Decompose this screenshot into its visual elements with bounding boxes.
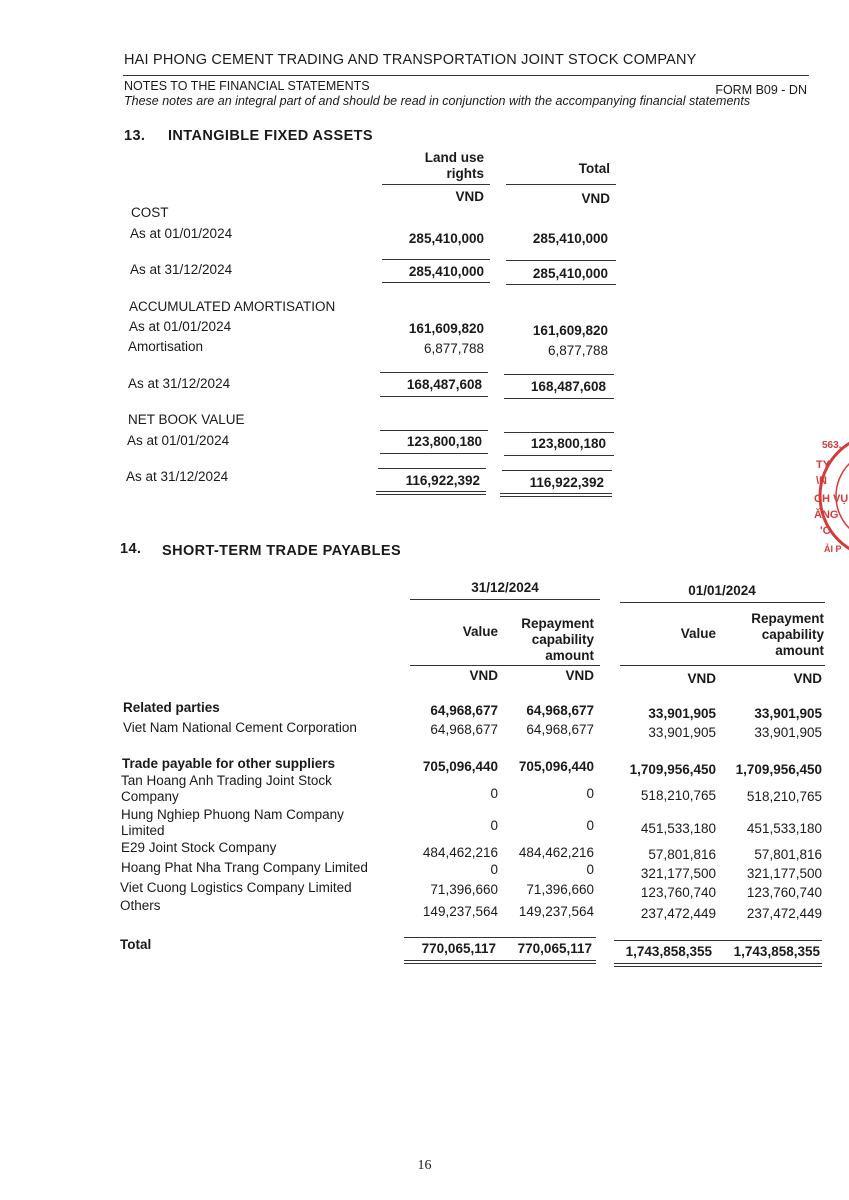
row-value: 71,396,660 (526, 882, 594, 897)
rule (502, 470, 612, 471)
svg-text:\N: \N (816, 475, 827, 487)
notes-title: NOTES TO THE FINANCIAL STATEMENTS (124, 79, 370, 93)
nbv-close-v1: 116,922,392 (405, 473, 480, 488)
row-value: 1,709,956,450 (735, 762, 822, 777)
row-label: Viet Nam National Cement Corporation (123, 720, 357, 735)
rule (382, 259, 490, 260)
row-value: 321,177,500 (746, 866, 822, 881)
rule (504, 374, 614, 375)
integral-note: These notes are an integral part of and should be read in conjunction with the accompanying financial statements (124, 94, 751, 108)
period-31-12-2024: 31/12/2024 (471, 580, 539, 595)
col-repayment-2024: Repayment capability amount (521, 616, 594, 663)
svg-text:563,: 563, (822, 440, 842, 451)
row-value: 0 (490, 862, 498, 877)
rule (614, 940, 822, 941)
rule (378, 468, 486, 469)
double-rule (404, 960, 596, 964)
nbv-open-label: As at 01/01/2024 (127, 433, 230, 448)
row-label: E29 Joint Stock Company (121, 840, 277, 855)
row-value: 64,968,677 (526, 703, 594, 718)
row-value: 123,760,740 (640, 885, 716, 900)
rule (506, 284, 616, 285)
cost-open-label: As at 01/01/2024 (130, 226, 233, 241)
section-14-number: 14. (120, 541, 142, 557)
row-value: 484,462,216 (518, 845, 594, 860)
section-13-title: INTANGIBLE FIXED ASSETS (168, 128, 373, 144)
row-value: 321,177,500 (640, 866, 716, 881)
row-value: 149,237,564 (422, 904, 498, 919)
company-seal-stamp (812, 426, 849, 566)
svg-text:CH VỤ: CH VỤ (814, 493, 849, 505)
row-value: 518,210,765 (640, 788, 716, 803)
row-value: 149,237,564 (518, 904, 594, 919)
rule (620, 665, 825, 666)
row-value: 705,096,440 (518, 759, 594, 774)
total-value: 770,065,117 (517, 941, 592, 956)
cost-close-label: As at 31/12/2024 (130, 262, 233, 277)
rule (620, 602, 825, 603)
row-value: 33,901,905 (648, 725, 716, 740)
rule (506, 184, 616, 185)
total-label: Total (120, 937, 152, 952)
unit-vnd: VND (469, 668, 498, 683)
unit-vnd: VND (687, 671, 716, 686)
rule (382, 282, 490, 283)
total-value: 1,743,858,355 (733, 944, 820, 959)
row-value: 0 (586, 786, 594, 801)
rule (504, 455, 614, 456)
double-rule (500, 493, 612, 497)
amort-charge-v1: 6,877,788 (423, 341, 484, 356)
svg-text:ẢI P: ẢI P (824, 544, 842, 554)
cost-heading: COST (131, 205, 169, 220)
nbv-close-v2: 116,922,392 (529, 475, 604, 490)
rule (380, 430, 488, 431)
row-label: Related parties (123, 700, 220, 715)
svg-text:ĂNG: ĂNG (814, 509, 839, 521)
cost-open-v1: 285,410,000 (408, 231, 484, 246)
nbv-open-v1: 123,800,180 (406, 434, 482, 449)
header-rule (123, 75, 809, 76)
svg-text:TY: TY (816, 459, 831, 471)
page-number: 16 (417, 1158, 432, 1173)
rule (410, 599, 600, 600)
row-value: 33,901,905 (754, 706, 822, 721)
rule (504, 432, 614, 433)
amort-close-v1: 168,487,608 (406, 377, 482, 392)
unit-vnd: VND (581, 191, 610, 206)
amort-open-v2: 161,609,820 (532, 323, 608, 338)
col-total: Total (578, 161, 610, 176)
amort-charge-label: Amortisation (128, 339, 204, 354)
row-label: Others (120, 898, 161, 913)
row-label: Trade payable for other suppliers (122, 756, 336, 771)
row-value: 451,533,180 (640, 821, 716, 836)
section-14-title: SHORT-TERM TRADE PAYABLES (162, 543, 402, 559)
amort-charge-v2: 6,877,788 (547, 343, 608, 358)
rule (382, 184, 490, 185)
total-value: 770,065,117 (421, 941, 496, 956)
rule (504, 398, 614, 399)
row-value: 0 (586, 818, 594, 833)
nbv-close-label: As at 31/12/2024 (126, 469, 229, 484)
double-rule (614, 963, 822, 967)
row-value: 484,462,216 (422, 845, 498, 860)
amort-open-label: As at 01/01/2024 (129, 319, 232, 334)
nbv-heading: NET BOOK VALUE (128, 412, 245, 427)
cost-close-v2: 285,410,000 (532, 266, 608, 281)
row-value: 123,760,740 (746, 885, 822, 900)
rule (380, 453, 488, 454)
unit-vnd: VND (565, 668, 594, 683)
section-13-number: 13. (124, 128, 146, 144)
row-value: 1,709,956,450 (629, 762, 716, 777)
row-value: 64,968,677 (430, 722, 498, 737)
row-label: Hung Nghiep Phuong Nam Company Limited (121, 807, 344, 838)
rule (404, 937, 596, 938)
cost-close-v1: 285,410,000 (408, 264, 484, 279)
col-value-2024: Value (462, 624, 498, 639)
col-value-2023: Value (680, 626, 716, 641)
row-value: 451,533,180 (746, 821, 822, 836)
row-value: 57,801,816 (648, 847, 716, 862)
total-value: 1,743,858,355 (625, 944, 712, 959)
amortisation-heading: ACCUMULATED AMORTISATION (129, 299, 336, 314)
row-value: 0 (586, 862, 594, 877)
row-value: 33,901,905 (648, 706, 716, 721)
amort-close-label: As at 31/12/2024 (128, 376, 231, 391)
amort-close-v2: 168,487,608 (530, 379, 606, 394)
row-value: 33,901,905 (754, 725, 822, 740)
row-value: 0 (490, 818, 498, 833)
rule (380, 372, 488, 373)
row-value: 64,968,677 (430, 703, 498, 718)
row-value: 518,210,765 (746, 789, 822, 804)
double-rule (376, 491, 486, 495)
row-value: 71,396,660 (430, 882, 498, 897)
row-label: Viet Cuong Logistics Company Limited (120, 880, 352, 895)
row-value: 57,801,816 (754, 847, 822, 862)
cost-open-v2: 285,410,000 (532, 231, 608, 246)
row-value: 237,472,449 (746, 906, 822, 921)
rule (410, 665, 600, 666)
period-01-01-2024: 01/01/2024 (688, 583, 756, 598)
form-code: FORM B09 - DN (715, 83, 807, 97)
amort-open-v1: 161,609,820 (408, 321, 484, 336)
row-value: 64,968,677 (526, 722, 594, 737)
row-label: Hoang Phat Nha Trang Company Limited (121, 860, 368, 875)
row-value: 705,096,440 (422, 759, 498, 774)
col-land-use-rights: Land use rights (424, 150, 484, 181)
row-value: 237,472,449 (640, 906, 716, 921)
row-value: 0 (490, 786, 498, 801)
company-name: HAI PHONG CEMENT TRADING AND TRANSPORTATION JOINT STOCK COMPANY (124, 52, 697, 68)
svg-text:'C: 'C (820, 525, 831, 537)
rule (380, 396, 488, 397)
rule (506, 260, 616, 261)
nbv-open-v2: 123,800,180 (530, 436, 606, 451)
row-label: Tan Hoang Anh Trading Joint Stock Company (121, 773, 332, 804)
unit-vnd: VND (793, 671, 822, 686)
col-repayment-2023: Repayment capability amount (751, 611, 824, 658)
unit-vnd: VND (455, 189, 484, 204)
